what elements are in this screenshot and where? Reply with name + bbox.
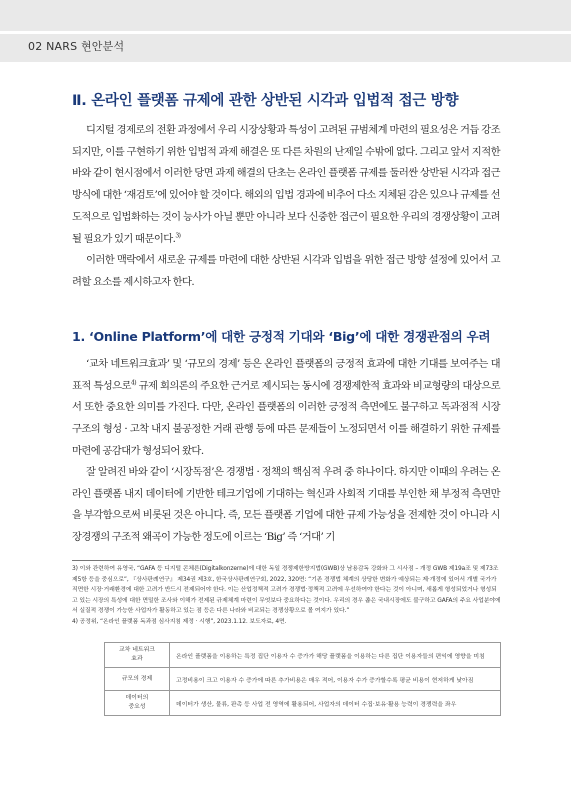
running-header: 02 NARS 현안분석 <box>28 40 125 53</box>
table-term-cell <box>105 691 170 716</box>
footnote-3-number: 3) <box>72 566 78 572</box>
intro-paragraph-2-text: 이러한 맥락에서 새로운 규제를 마련에 대한 상반된 시각과 입법을 위한 접근 방향 설정에 있어서 고려할 요소를 제시하고자 한다. <box>72 254 500 288</box>
sub-paragraph-1-text-b: 규제 회의론의 주요한 근거로 제시되는 동시에 경쟁제한적 효과와 비교형량의 대상으로서 또한 중요한 의미를 가진다. 다만, 온라인 플랫폼의 이러한 긍정적 측면에도 불구하고 독과점적 시장 구조의 형성 · 고착 내지 불공정한 거래 관행 등에 따른 문제들이 노정되면서 이를 해결하기 위한 규제를 마련에 공감대가 형성되어 왔다. <box>72 379 500 457</box>
footnote-4-number: 4) <box>72 618 78 625</box>
footnote-separator <box>72 560 212 561</box>
footnote-ref-3: 3) <box>175 232 181 240</box>
table-term: 데이터의 중요성 <box>125 695 149 710</box>
footnote-4 <box>72 617 502 628</box>
footnote-ref-4: 4) <box>130 379 137 387</box>
footnote-3 <box>72 564 502 617</box>
table-definition-cell <box>170 668 501 691</box>
table-row <box>105 668 501 691</box>
footnote-3-text: 이와 관련하여 유영국, “GAFA 등 디지털 콘체른(Digitalkonzerne)에 대한 독일 경쟁제한방지법(GWB)상 남용감독 강화와 그 시사점 – 개정 GWB 제19a조 및 제73조 제5항 등을 중심으로”, 『상사판례연구』 제34권 제3호, 한국상사판례연구회, 2022, 320면: “기존 경쟁법 체계의 상당한 변화가 예상되는 제·개정에 있어서 개별 국가가 직면한 시장·거래환경에 대한 고려가 반드시 전제되어야 한다. 이는 산업정책적 고려가 경쟁법·정책적 고려에 우선하여야 한다는 것이 아니며, 새롭게 형성되었거나 형성되고 있는 시장의 특성에 대한 면밀한 조사와 이해가 전제된 규제체계 마련이 무엇보다 중요하다는 것이다. 우리의 경우 좁은 국내시장에도 불구하고 GAFA의 주요 사업분야에서 실질적 경쟁이 가능한 사업자가 활동하고 있는 점 등은 다른 나라와 비교되는 경쟁상황으로 볼 여지가 있다.” <box>72 566 501 615</box>
intro-paragraph-2 <box>72 250 500 293</box>
footnotes <box>72 564 502 628</box>
table-term: 규모의 경제 <box>121 675 153 682</box>
table-definition: 온라인 플랫폼을 이용하는 특정 집단 이용자 수 증가가 해당 플랫폼을 이용하는 다른 집단 이용자들의 편익에 영향을 미침 <box>176 653 485 660</box>
section-title: Ⅱ. 온라인 플랫폼 규제에 관한 상반된 시각과 입법적 접근 방향 <box>72 93 459 109</box>
table-row <box>105 691 501 716</box>
platform-characteristics-table <box>104 642 501 716</box>
table-term: 교차 네트워크 효과 <box>118 647 155 662</box>
table-definition: 데이터가 생산, 물류, 판촉 등 사업 전 영역에 활용되어, 사업자의 데이터 수집·보유·활용 능력이 경쟁력을 좌우 <box>176 701 457 708</box>
footnote-4-text: 공정위, “온라인 플랫폼 독과점 심사지침 제정 · 시행”, 2023.1.12. 보도자료, 4면. <box>79 618 287 625</box>
sub-paragraph-1 <box>72 354 500 463</box>
subsection-title: 1. ‘Online Platform’에 대한 긍정적 기대와 ‘Big’에 대한 경쟁관점의 우려 <box>72 329 491 344</box>
header-divider <box>0 31 571 34</box>
table-term-cell <box>105 643 170 668</box>
intro-paragraph-1-text: 디지털 경제로의 전환 과정에서 우리 시장상황과 특성이 고려된 규범체계 마련의 필요성은 거듭 강조되지만, 이를 구현하기 위한 입법적 과제 해결은 또 다른 차원의 난제일 수밖에 없다. 그리고 앞서 지적한 바와 같이 현시점에서 이러한 당면 과제 해결의 단초는 온라인 플랫폼 규제를 둘러싼 상반된 시각과 접근 방식에 대한 ‘재검토’에 있어야 할 것이다. 해외의 입법 경과에 비추어 다소 지체된 감은 있으나 규제를 선도적으로 입법화하는 것이 능사가 아닐 뿐만 아니라 보다 신중한 접근이 필요한 우리의 경쟁상황이 고려될 필요가 있기 때문이다. <box>72 124 500 245</box>
sub-paragraph-2-text: 잘 알려진 바와 같이 ‘시장독점’은 경쟁법 · 정책의 핵심적 우려 중 하나이다. 하지만 이때의 우려는 온라인 플랫폼 내지 데이터에 기반한 테크기업에 기대하는 혁신과 사회적 기대를 부인한 채 부정적 측면만을 부각함으로써 비롯된 것은 아니다. 즉, 모든 플랫폼 기업에 대한 규제 가능성을 전제한 것이 아니라 시장경쟁의 구조적 왜곡이 가능한 정도에 이르는 ‘Big’ 즉 ‘거대’ 기 <box>72 466 500 544</box>
intro-paragraph-1 <box>72 120 500 250</box>
table-definition-cell <box>170 643 501 668</box>
table-term-cell <box>105 668 170 691</box>
table-definition-cell <box>170 691 501 716</box>
table-definition: 고정비용이 크고 이용자 수 증가에 따른 추가비용은 매우 적어, 이용자 수가 증가할수록 평균 비용이 현저하게 낮아짐 <box>176 677 474 684</box>
table-row <box>105 643 501 668</box>
sub-paragraph-1-text-a: ‘교차 네트워크효과’ 및 ‘규모의 경제’ 등은 온라인 플랫폼의 긍정적 효과에 대한 기대를 보여주는 대표적 특성으로 <box>72 358 500 392</box>
sub-paragraph-2 <box>72 462 500 549</box>
